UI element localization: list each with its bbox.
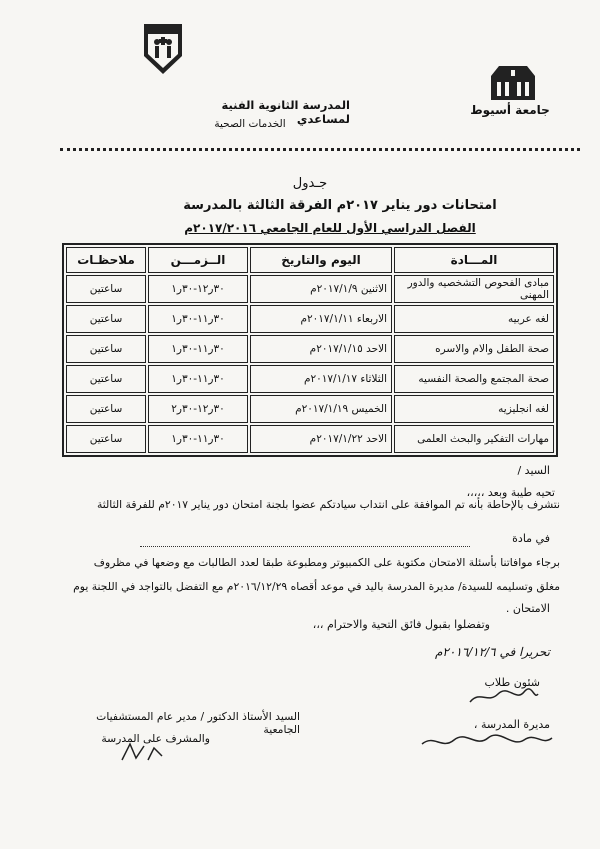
university-name: جامعة أسيوط [470,103,550,117]
cell-time: ٣٠ر١٢-٣٠ر١ [148,275,248,303]
school-name: المدرسة الثانوية الفنية لمساعدي [221,98,350,126]
subject-label: في مادة [512,532,550,545]
cell-date: الثلاثاء ٢٠١٧/١/١٧م [250,365,392,393]
exam-schedule-table [62,243,558,457]
school-department: الخدمات الصحية [214,118,286,130]
table-row [66,425,554,453]
table-header-row [66,247,554,273]
cell-notes: ساعتين [66,365,146,393]
university-logo [485,62,541,102]
principal-signature [420,732,555,752]
subject-blank-line [140,546,470,547]
doc-title: جـدول [292,176,328,191]
cell-date: الخميس ٢٠١٧/١/١٩م [250,395,392,423]
school-emblem [140,22,186,76]
cell-subject: مهارات التفكير والبحث العلمى [394,425,554,453]
greeting: تحيه طيبة وبعد ،،،،، [466,486,555,499]
director-signature [118,740,168,764]
table-row [66,395,554,423]
cell-notes: ساعتين [66,395,146,423]
cell-notes: ساعتين [66,275,146,303]
table-row [66,275,554,303]
col-date: اليوم والتاريخ [250,247,392,273]
student-affairs-label: شئون طلاب [484,676,540,689]
letter-line-2: برجاء موافاتنا بأسئلة الامتحان مكتوبة على الكمبيوتر ومطبوعة طبقا لعدد الطالبات مع وضعها في مظروف [93,556,560,569]
cell-time: ٣٠ر١١-٣٠ر١ [148,335,248,363]
cell-subject: لغه انجليزيه [394,395,554,423]
col-subject: المـــادة [394,247,554,273]
doc-subtitle: امتحانات دور يناير ٢٠١٧م الفرقة الثالثة بالمدرسة [183,198,497,213]
col-notes: ملاحظـات [66,247,146,273]
col-time: الــزمـــن [148,247,248,273]
table-row [66,335,554,363]
cell-subject: مبادى الفحوص التشخصيه والدور المهنى [394,275,554,303]
table-row [66,365,554,393]
cell-date: الاثنين ٢٠١٧/١/٩م [250,275,392,303]
closing: وتفضلوا بقبول فائق التحية والاحترام ،،، [312,618,490,631]
doc-term: الفصل الدراسي الأول للعام الجامعي ٢٠١٧/٢٠١٦م [184,221,476,235]
cell-subject: صحة الطفل والام والاسره [394,335,554,363]
date-written: تحريرا في ٢٠١٦/١٢/٦م [434,645,550,659]
cell-time: ٣٠ر١١-٣٠ر١ [148,305,248,333]
cell-date: الاحد ٢٠١٧/١/١٥م [250,335,392,363]
cell-subject: صحة المجتمع والصحة النفسيه [394,365,554,393]
cell-subject: لغه عربيه [394,305,554,333]
cell-time: ٣٠ر١١-٣٠ر١ [148,365,248,393]
cell-date: الاحد ٢٠١٧/١/٢٢م [250,425,392,453]
supervisor-title: والمشرف على المدرسة [101,732,210,745]
letter-line-1: نتشرف بالإحاطة بأنه تم الموافقة على انتداب سيادتكم عضوا بلجنة امتحان دور يناير ٢٠١٧م للفرقة الثالثة [96,498,560,511]
director-title: السيد الأستاذ الدكتور / مدير عام المستشفيات الجامعية [96,710,300,736]
salutation: السيد / [517,464,550,477]
cell-date: الاربعاء ٢٠١٧/١/١١م [250,305,392,333]
cell-time: ٣٠ر١١-٣٠ر١ [148,425,248,453]
cell-notes: ساعتين [66,335,146,363]
cell-notes: ساعتين [66,425,146,453]
cell-time: ٣٠ر١٢-٣٠ر٢ [148,395,248,423]
table-row [66,305,554,333]
letter-line-3: مغلق وتسليمه للسيدة/ مديرة المدرسة باليد في موعد أقصاه ٢٠١٦/١٢/٢٩م مع التفضل بالتواجد في اللجنة يوم [73,580,560,593]
cell-notes: ساعتين [66,305,146,333]
principal-label: مديرة المدرسة ، [473,718,550,731]
header-divider [60,148,580,151]
affairs-signature [468,688,540,706]
letter-line-4: الامتحان . [505,602,550,615]
